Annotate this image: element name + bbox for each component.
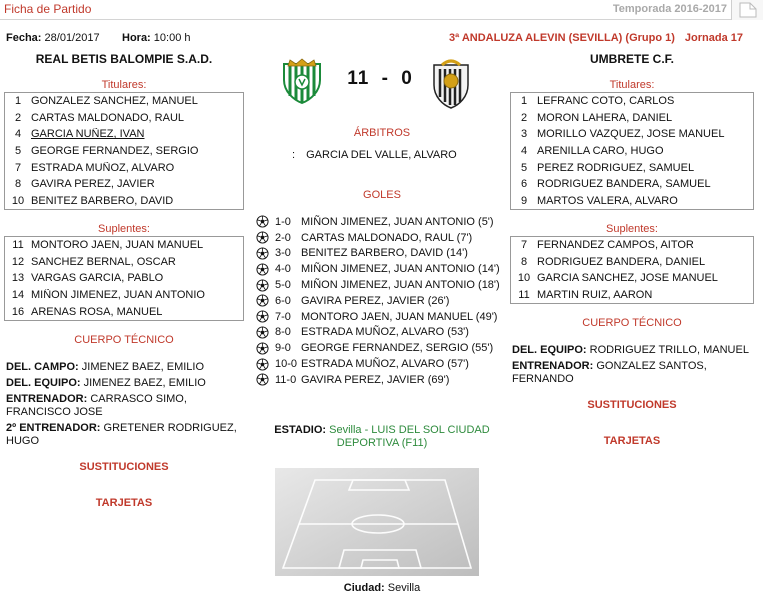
- goal-scorer: BENITEZ BARBERO, DAVID (14'): [301, 247, 468, 260]
- player-name: MORON LAHERA, DANIEL: [537, 111, 673, 124]
- staff-role: ENTRENADOR:: [6, 393, 88, 405]
- soccer-ball-icon: [256, 215, 269, 228]
- list-item[interactable]: [511, 110, 753, 127]
- goal-row: [256, 356, 516, 372]
- list-item[interactable]: [5, 110, 243, 127]
- away-cards-title: TARJETAS: [603, 435, 661, 447]
- stadium-info: [262, 424, 502, 450]
- soccer-ball-icon: [256, 263, 269, 276]
- home-crest[interactable]: [276, 58, 328, 107]
- player-name: MIÑON JIMENEZ, JUAN ANTONIO: [31, 289, 205, 302]
- goal-scorer: MONTORO JAEN, JUAN MANUEL (49'): [301, 310, 498, 323]
- staff-role: 2º ENTRENADOR:: [6, 422, 101, 434]
- away-subs-box: [510, 236, 754, 304]
- list-item[interactable]: [511, 143, 753, 160]
- soccer-ball-icon: [256, 231, 269, 244]
- time-label: Hora:: [122, 32, 151, 44]
- staff-role: DEL. EQUIPO:: [6, 377, 81, 389]
- player-number: 2: [520, 111, 528, 124]
- home-subs-title: Suplentes:: [98, 223, 150, 235]
- player-number: 1: [520, 95, 528, 108]
- goal-score: 9-0: [275, 342, 291, 355]
- player-name: PEREZ RODRIGUEZ, SAMUEL: [537, 161, 695, 174]
- match-time: [122, 32, 191, 44]
- player-name: ARENILLA CARO, HUGO: [537, 145, 664, 158]
- goals-title: GOLES: [363, 189, 401, 201]
- list-item[interactable]: [5, 126, 243, 143]
- home-subs-box: [4, 236, 244, 321]
- goal-score: 1-0: [275, 215, 291, 228]
- list-item[interactable]: [5, 303, 243, 320]
- away-staff-item: [512, 344, 762, 357]
- football-pitch-icon: [275, 468, 479, 576]
- list-item[interactable]: [5, 176, 243, 193]
- stadium-link[interactable]: Sevilla - LUIS DEL SOL CIUDAD DEPORTIVA (F11): [329, 424, 490, 449]
- player-name: FERNANDEZ CAMPOS, AITOR: [537, 239, 694, 252]
- list-item[interactable]: [5, 159, 243, 176]
- player-name: LEFRANC COTO, CARLOS: [537, 95, 675, 108]
- player-name: MONTORO JAEN, JUAN MANUEL: [31, 239, 204, 252]
- player-number: 12: [11, 255, 25, 268]
- away-substitutions-title: SUSTITUCIONES: [587, 399, 677, 411]
- soccer-ball-icon: [256, 294, 269, 307]
- player-number: 16: [11, 305, 25, 318]
- list-item[interactable]: [5, 287, 243, 304]
- goal-row: [256, 293, 516, 309]
- goal-scorer: MIÑON JIMENEZ, JUAN ANTONIO (5'): [301, 215, 494, 228]
- player-name: CARTAS MALDONADO, RAUL: [31, 111, 185, 124]
- city-value: Sevilla: [387, 582, 421, 594]
- goal-row: [256, 372, 516, 388]
- pitch-image: [275, 468, 479, 576]
- goal-scorer: ESTRADA MUÑOZ, ALVARO (53'): [301, 326, 469, 339]
- player-name-link[interactable]: GARCIA NUÑEZ, IVAN: [31, 128, 145, 141]
- top-bar: [0, 0, 763, 20]
- goal-score: 2-0: [275, 231, 291, 244]
- away-subs-title: Suplentes:: [606, 223, 658, 235]
- home-staff-item: [6, 377, 242, 390]
- player-name: MORILLO VAZQUEZ, JOSE MANUEL: [537, 128, 725, 141]
- player-name: ARENAS ROSA, MANUEL: [31, 305, 163, 318]
- goal-row: [256, 277, 516, 293]
- player-number: 11: [518, 289, 530, 302]
- goal-row: [256, 325, 516, 341]
- goals-list: [256, 214, 516, 388]
- soccer-ball-icon: [256, 310, 269, 323]
- player-number: 6: [520, 178, 528, 191]
- player-number: 10: [517, 272, 531, 285]
- goal-score: 10-0: [275, 358, 298, 371]
- home-staff-item: [6, 422, 246, 448]
- soccer-ball-icon: [256, 342, 269, 355]
- player-number: 3: [520, 128, 528, 141]
- home-cards-title: TARJETAS: [95, 497, 153, 509]
- staff-name: RODRIGUEZ TRILLO, MANUEL: [589, 344, 749, 356]
- goal-score: 4-0: [275, 263, 291, 276]
- stadium-label: ESTADIO:: [274, 424, 327, 436]
- list-item[interactable]: [511, 126, 753, 143]
- player-number: 7: [14, 161, 22, 174]
- player-name: MARTIN RUIZ, AARON: [537, 289, 653, 302]
- staff-role: DEL. EQUIPO:: [512, 344, 587, 356]
- list-item[interactable]: [5, 193, 243, 210]
- round-label: Jornada 17: [684, 32, 743, 44]
- list-item[interactable]: [5, 237, 243, 254]
- player-number: 4: [14, 128, 22, 141]
- staff-name: JIMENEZ BAEZ, EMILIO: [81, 361, 205, 373]
- player-name: GONZALEZ SANCHEZ, MANUEL: [31, 95, 198, 108]
- goal-score: 6-0: [275, 294, 291, 307]
- player-number: 7: [520, 239, 528, 252]
- home-staff-title: CUERPO TÉCNICO: [74, 334, 174, 346]
- player-number: 5: [520, 161, 528, 174]
- list-item[interactable]: [511, 254, 753, 271]
- goal-row: [256, 230, 516, 246]
- staff-name: GONZALEZ SANTOS, FERNANDO: [512, 360, 707, 385]
- player-number: 8: [520, 255, 528, 268]
- away-starters-title: Titulares:: [609, 79, 655, 91]
- staff-name: GRETENER RODRIGUEZ, HUGO: [6, 422, 237, 447]
- goal-row: [256, 214, 516, 230]
- away-team-name[interactable]: UMBRETE C.F.: [590, 52, 674, 66]
- soccer-ball-icon: [256, 326, 269, 339]
- list-item[interactable]: [511, 176, 753, 193]
- player-name: SANCHEZ BERNAL, OSCAR: [31, 255, 176, 268]
- home-starters-title: Titulares:: [101, 79, 147, 91]
- betis-shield-icon: [276, 58, 328, 104]
- match-score: [340, 68, 420, 90]
- list-item[interactable]: [511, 270, 753, 287]
- player-name: RODRIGUEZ BANDERA, DANIEL: [537, 255, 706, 268]
- home-staff-item: [6, 361, 242, 374]
- referee-name: GARCIA DEL VALLE, ALVARO: [306, 149, 457, 161]
- home-starters-box: [4, 92, 244, 210]
- list-item[interactable]: [511, 287, 753, 304]
- date-value: 28/01/2017: [44, 32, 100, 44]
- goal-row: [256, 261, 516, 277]
- page-fold-icon: [738, 2, 758, 18]
- player-number: 11: [12, 239, 24, 252]
- player-name: VARGAS GARCIA, PABLO: [31, 272, 164, 285]
- goal-scorer: GEORGE FERNANDEZ, SERGIO (55'): [301, 342, 494, 355]
- goal-score: 5-0: [275, 279, 291, 292]
- match-date: [6, 32, 100, 44]
- list-item[interactable]: [5, 270, 243, 287]
- player-number: 4: [520, 145, 528, 158]
- score-separator: -: [381, 68, 389, 89]
- goal-row: [256, 246, 516, 262]
- referee-row: [292, 149, 457, 161]
- staff-role: ENTRENADOR:: [512, 360, 594, 372]
- player-number: 5: [14, 145, 22, 158]
- soccer-ball-icon: [256, 247, 269, 260]
- player-name: GEORGE FERNANDEZ, SERGIO: [31, 145, 199, 158]
- competition-info: [449, 32, 743, 44]
- player-number: 13: [11, 272, 25, 285]
- list-item[interactable]: [511, 237, 753, 254]
- player-name: ESTRADA MUÑOZ, ALVARO: [31, 161, 175, 174]
- list-item[interactable]: [5, 143, 243, 160]
- player-number: 14: [11, 289, 25, 302]
- goal-scorer: GAVIRA PEREZ, JAVIER (69'): [301, 373, 450, 386]
- player-name: RODRIGUEZ BANDERA, SAMUEL: [537, 178, 711, 191]
- umbrete-shield-icon: [428, 57, 474, 109]
- soccer-ball-icon: [256, 373, 269, 386]
- away-staff-item: [512, 360, 742, 386]
- away-staff-title: CUERPO TÉCNICO: [582, 317, 682, 329]
- soccer-ball-icon: [256, 358, 269, 371]
- goal-score: 7-0: [275, 310, 291, 323]
- player-number: 1: [14, 95, 22, 108]
- away-crest[interactable]: [428, 57, 474, 112]
- home-team-name[interactable]: REAL BETIS BALOMPIE S.A.D.: [35, 52, 213, 66]
- home-goals: 11: [347, 68, 370, 89]
- soccer-ball-icon: [256, 279, 269, 292]
- city-label: Ciudad:: [343, 582, 385, 594]
- staff-role: DEL. CAMPO:: [6, 361, 79, 373]
- home-staff-item: [6, 393, 232, 419]
- goal-score: 3-0: [275, 247, 291, 260]
- goal-scorer: GAVIRA PEREZ, JAVIER (26'): [301, 294, 450, 307]
- goal-score: 8-0: [275, 326, 291, 339]
- goal-score: 11-0: [275, 373, 297, 386]
- goal-row: [256, 309, 516, 325]
- player-number: 8: [14, 178, 22, 191]
- competition-name[interactable]: 3ª ANDALUZA ALEVIN (SEVILLA) (Grupo 1): [449, 32, 675, 44]
- home-substitutions-title: SUSTITUCIONES: [79, 461, 169, 473]
- player-number: 9: [520, 194, 528, 207]
- player-name: MARTOS VALERA, ALVARO: [537, 194, 678, 207]
- player-name: GARCIA SANCHEZ, JOSE MANUEL: [537, 272, 718, 285]
- away-starters-box: [510, 92, 754, 210]
- list-item[interactable]: [511, 159, 753, 176]
- list-item[interactable]: [5, 254, 243, 271]
- goal-scorer: MIÑON JIMENEZ, JUAN ANTONIO (14'): [301, 263, 500, 276]
- referee-role: :: [292, 149, 296, 161]
- goal-scorer: ESTRADA MUÑOZ, ALVARO (57'): [301, 358, 469, 371]
- staff-name: CARRASCO SIMO, FRANCISCO JOSE: [6, 393, 187, 418]
- away-goals: 0: [401, 68, 413, 89]
- goal-row: [256, 340, 516, 356]
- date-label: Fecha:: [6, 32, 42, 44]
- referees-title: ÁRBITROS: [353, 127, 411, 139]
- season-label: Temporada 2016-2017: [612, 3, 727, 15]
- player-number: 10: [11, 194, 25, 207]
- page-tab-title: Ficha de Partido: [4, 2, 92, 16]
- player-name: GAVIRA PEREZ, JAVIER: [31, 178, 155, 191]
- staff-name: JIMENEZ BAEZ, EMILIO: [83, 377, 206, 389]
- list-item[interactable]: [511, 93, 753, 110]
- list-item[interactable]: [5, 93, 243, 110]
- list-item[interactable]: [511, 193, 753, 210]
- city-info: [262, 582, 502, 594]
- corner-widget[interactable]: [731, 0, 763, 20]
- goal-scorer: MIÑON JIMENEZ, JUAN ANTONIO (18'): [301, 279, 500, 292]
- time-value: 10:00 h: [153, 32, 191, 44]
- player-number: 2: [14, 111, 22, 124]
- player-name: BENITEZ BARBERO, DAVID: [31, 194, 174, 207]
- goal-scorer: CARTAS MALDONADO, RAUL (7'): [301, 231, 473, 244]
